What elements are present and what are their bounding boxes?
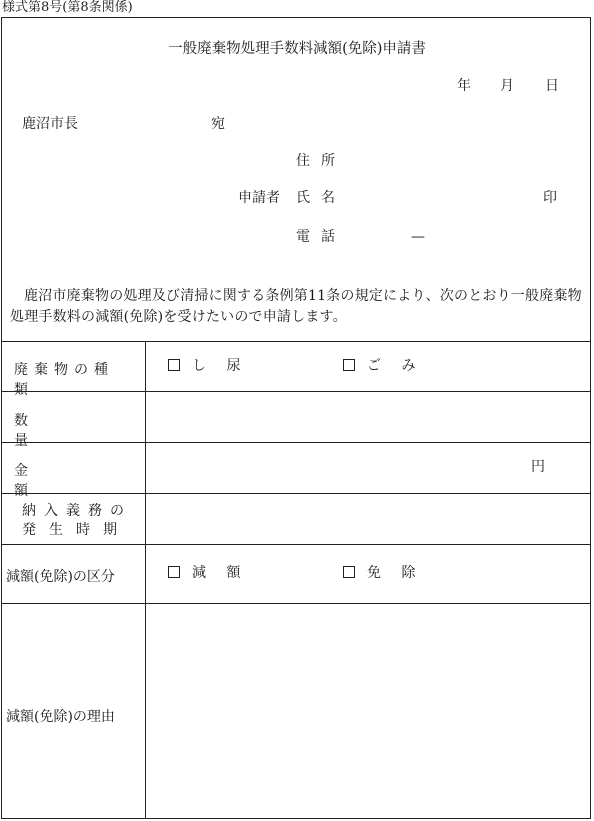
option-exemption-label: 免 除 — [367, 565, 424, 581]
waste-type-label — [14, 359, 131, 399]
option-nightsoil-label: し 尿 — [192, 358, 249, 374]
option-garbage-label: ご み — [367, 358, 424, 374]
date-month-label[interactable]: 月 — [500, 78, 514, 94]
honorific: 宛 — [211, 116, 225, 132]
option-reduction-label: 減 額 — [192, 565, 249, 581]
seal-mark: 印 — [543, 190, 557, 206]
payment-time-label — [22, 502, 139, 540]
category-option-exemption[interactable] — [343, 566, 423, 580]
checkbox-icon[interactable] — [343, 566, 355, 578]
applicant-label: 申請者 — [238, 190, 280, 206]
yen-unit: 円 — [531, 459, 545, 475]
reason-label — [6, 706, 143, 726]
name-label[interactable]: 氏名 — [296, 190, 346, 206]
row-divider — [1, 544, 591, 545]
reason-label-text: 減額(免除)の理由 — [6, 709, 115, 725]
date-day-label[interactable]: 日 — [545, 78, 559, 94]
phone-label[interactable]: 電話 — [296, 229, 346, 245]
checkbox-icon[interactable] — [168, 566, 180, 578]
date-year-label[interactable]: 年 — [457, 78, 471, 94]
waste-type-option-nightsoil[interactable] — [168, 359, 248, 373]
payment-time-label-line1: 納入義務の — [22, 503, 132, 519]
category-option-reduction[interactable] — [168, 566, 248, 580]
form-number: 様式第8号(第8条関係) — [2, 0, 133, 15]
table-top-border — [1, 341, 591, 342]
addressee: 鹿沼市長 — [22, 116, 78, 132]
category-label-text: 減額(免除)の区分 — [6, 569, 115, 585]
amount-input-cell[interactable] — [146, 443, 590, 493]
phone-separator: — — [411, 229, 425, 245]
payment-time-label-line2: 発生時期 — [22, 522, 130, 538]
form-title: 一般廃棄物処理手数料減額(免除)申請書 — [168, 41, 426, 57]
quantity-input-cell[interactable] — [146, 392, 590, 442]
reason-input-cell[interactable] — [146, 604, 590, 818]
checkbox-icon[interactable] — [343, 359, 355, 371]
amount-label — [14, 460, 131, 500]
amount-label-text: 金額 — [14, 463, 117, 499]
quantity-label-text: 数量 — [14, 413, 117, 449]
waste-type-option-garbage[interactable] — [343, 359, 423, 373]
category-label — [6, 566, 143, 586]
address-label[interactable]: 住所 — [296, 153, 346, 169]
waste-type-label-text: 廃棄物の種類 — [14, 362, 114, 398]
quantity-label — [14, 410, 131, 450]
application-statement: 鹿沼市廃棄物の処理及び清掃に関する条例第11条の規定により、次のとおり一般廃棄物処理手数料の減額(免除)を受けたいので申請します。 — [10, 288, 582, 325]
checkbox-icon[interactable] — [168, 359, 180, 371]
payment-time-input-cell[interactable] — [146, 494, 590, 544]
